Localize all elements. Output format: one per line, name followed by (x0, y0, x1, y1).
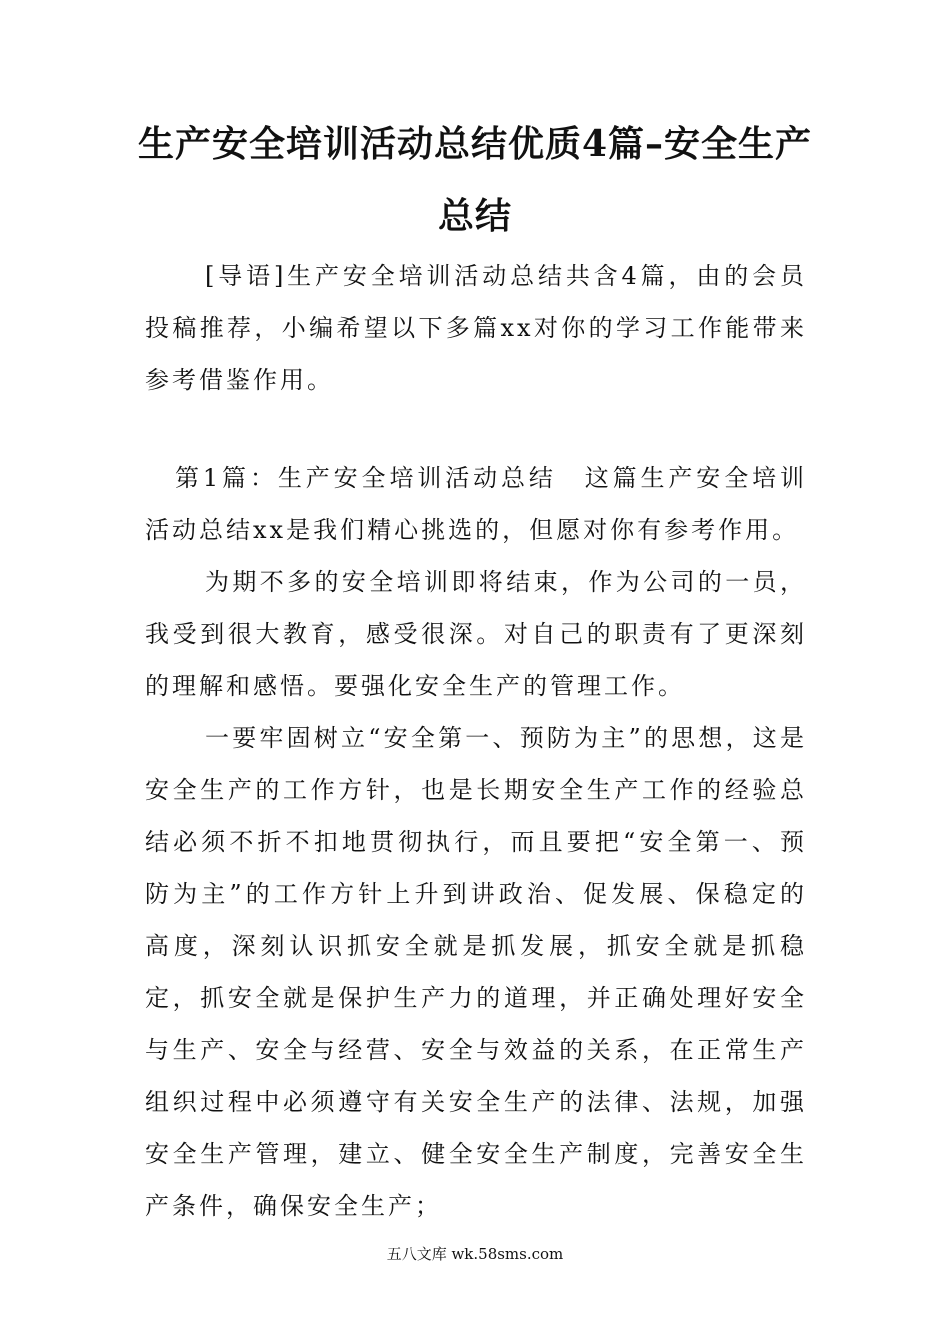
chapter-heading: 第1篇：生产安全培训活动总结 这篇生产安全培训活动总结xx是我们精心挑选的，但愿对你有参考作用。 (145, 464, 807, 544)
intro-paragraph: [导语]生产安全培训活动总结共含4篇，由的会员投稿推荐，小编希望以下多篇xx对你的学习工作能带来参考借鉴作用。 (145, 262, 807, 394)
body-paragraph: 为期不多的安全培训即将结束，作为公司的一员，我受到很大教育，感受很深。对自己的职责有了更深刻的理解和感悟。要强化安全生产的管理工作。 (145, 568, 807, 700)
chapter-block (145, 452, 807, 1232)
body-paragraph: 一要牢固树立“安全第一、预防为主”的思想，这是安全生产的工作方针，也是长期安全生产工作的经验总结必须不折不扣地贯彻执行，而且要把“安全第一、预防为主”的工作方针上升到讲政治、促发展、保稳定的高度，深刻认识抓安全就是抓发展，抓安全就是抓稳定，抓安全就是保护生产力的道理，并正确处理好安全与生产、安全与经营、安全与效益的关系，在正常生产组织过程中必须遵守有关安全生产的法律、法规，加强安全生产管理，建立、健全安全生产制度，完善安全生产条件，确保安全生产； (145, 724, 807, 1220)
intro-block (145, 250, 807, 406)
document-title: 生产安全培训活动总结优质4篇–安全生产总结 (137, 123, 813, 237)
footer-watermark: 五八文库 wk.58sms.com (386, 1245, 564, 1263)
